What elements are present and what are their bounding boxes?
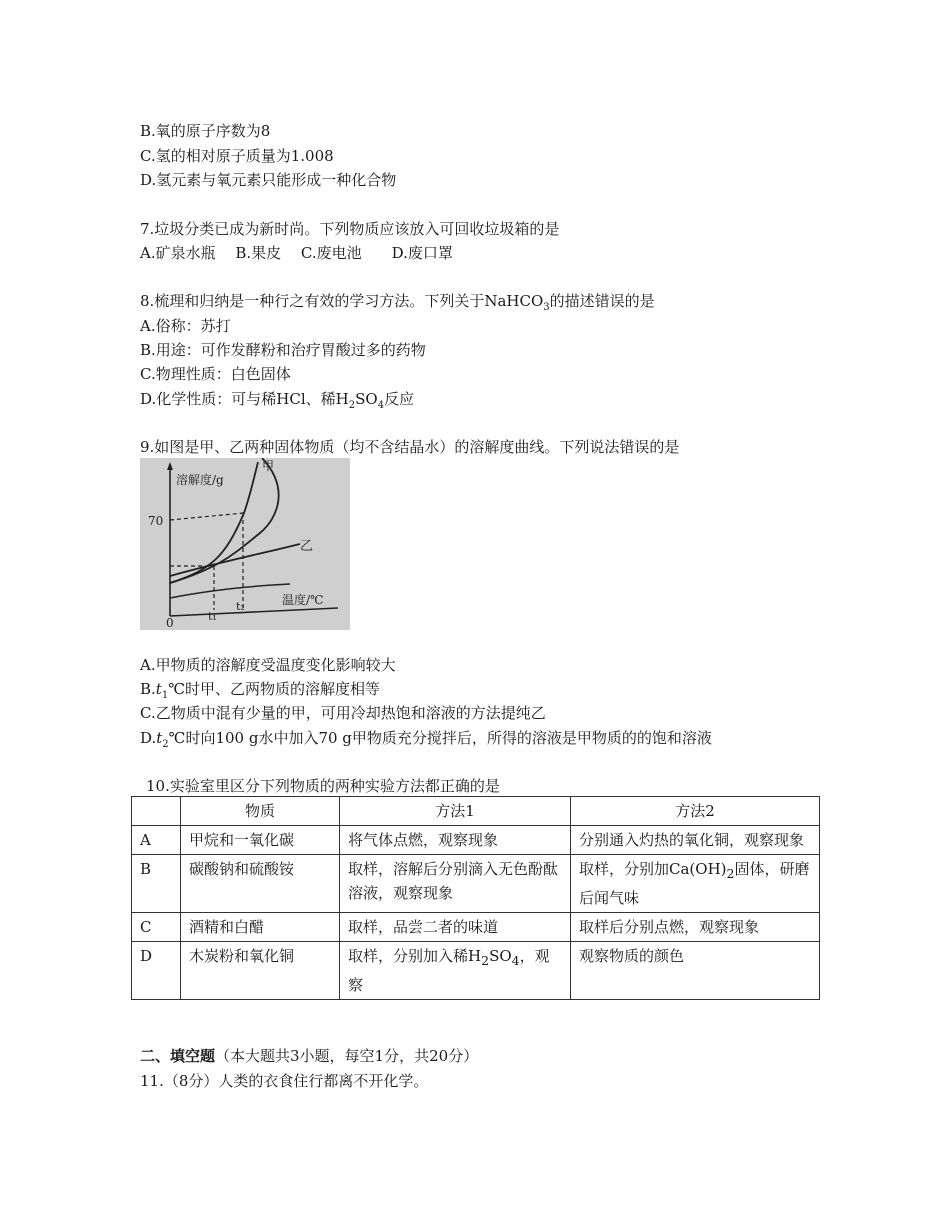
method2-cell: 取样，分别加$Ca(OH)_2$固体，研磨后闻气味 xyxy=(571,855,820,913)
row-label: A xyxy=(132,826,181,855)
q9-option-b: $B.t_1℃$时甲、乙两物质的溶解度相等 xyxy=(140,680,380,701)
tick-t1: t₁ xyxy=(208,610,217,623)
row-label: D xyxy=(132,942,181,1000)
x-axis xyxy=(170,608,338,616)
q7-options: A.矿泉水瓶 B.果皮 C.废电池 D.废口罩 xyxy=(140,244,453,262)
method2-cell: 观察物质的颜色 xyxy=(571,942,820,1000)
section2-heading: 二、填空题（本大题共3小题，每空1分，共20分） xyxy=(140,1047,479,1065)
substance-cell: 木炭粉和氧化铜 xyxy=(181,942,340,1000)
solubility-curve-figure xyxy=(140,458,350,630)
table-header-cell: 方法2 xyxy=(571,797,820,826)
table-header-row xyxy=(132,797,820,826)
method2-cell: 分别通入灼热的氧化铜，观察现象 xyxy=(571,826,820,855)
q6-option-b: B.氧的原子序数为8 xyxy=(140,122,271,140)
q8-stem: 8.梳理和归纳是一种行之有效的学习方法。下列关于NaHCO$_3$的描述错误的是 xyxy=(140,292,655,313)
q11-stem: 11.（8分）人类的衣食住行都离不开化学。 xyxy=(140,1072,429,1090)
row-label: B xyxy=(132,855,181,913)
q9-option-d: $D.t_2℃$时向100 g水中加入70 g甲物质充分搅拌后，所得的溶液是甲物质的的饱和溶液 xyxy=(140,729,712,750)
label-yi: 乙 xyxy=(300,539,314,554)
q8-option-c: C.物理性质：白色固体 xyxy=(140,365,291,383)
lower-curve xyxy=(170,584,290,598)
table-row xyxy=(132,942,820,1000)
q9-option-a: A.甲物质的溶解度受温度变化影响较大 xyxy=(140,656,396,674)
table-row xyxy=(132,855,820,913)
label-jia: 甲 xyxy=(262,459,275,473)
table-header-cell: 方法1 xyxy=(340,797,571,826)
q8-option-d: D.化学性质：可与稀HCl、稀$H_2SO_4$反应 xyxy=(140,390,415,411)
q6-option-d: D.氢元素与氧元素只能形成一种化合物 xyxy=(140,171,397,189)
method1-cell: 取样，分别加入稀$H_2SO_4$，观察 xyxy=(340,942,571,1000)
q9-stem: 9.如图是甲、乙两种固体物质（均不含结晶水）的溶解度曲线。下列说法错误的是 xyxy=(140,438,680,456)
y-axis-arrow-icon xyxy=(167,462,173,470)
table-header-cell: 物质 xyxy=(181,797,340,826)
table-header-cell xyxy=(132,797,181,826)
q7-stem: 7.垃圾分类已成为新时尚。下列物质应该放入可回收垃圾箱的是 xyxy=(140,220,560,238)
row-label: C xyxy=(132,913,181,942)
y-axis-label: 溶解度/g xyxy=(176,473,224,487)
substance-cell: 酒精和白醋 xyxy=(181,913,340,942)
table-row xyxy=(132,826,820,855)
method1-cell: 取样，溶解后分别滴入无色酚酞溶液，观察现象 xyxy=(340,855,571,913)
q10-stem: 10.实验室里区分下列物质的两种实验方法都正确的是 xyxy=(146,777,500,795)
origin-label: 0 xyxy=(166,616,174,630)
q10-methods-table xyxy=(131,796,820,1000)
q8-option-b: B.用途：可作发酵粉和治疗胃酸过多的药物 xyxy=(140,341,426,359)
curve-yi xyxy=(170,544,300,576)
tick-t2: t₂ xyxy=(236,600,245,613)
method2-cell: 取样后分别点燃，观察现象 xyxy=(571,913,820,942)
x-axis-label: 温度/℃ xyxy=(282,593,324,607)
q9-option-c: C.乙物质中混有少量的甲，可用冷却热饱和溶液的方法提纯乙 xyxy=(140,704,546,722)
table-row xyxy=(132,913,820,942)
method1-cell: 取样，品尝二者的味道 xyxy=(340,913,571,942)
substance-cell: 碳酸钠和硫酸铵 xyxy=(181,855,340,913)
q8-option-a: A.俗称：苏打 xyxy=(140,317,231,335)
tick-70: 70 xyxy=(148,514,164,528)
dash-70-horizontal xyxy=(170,513,244,520)
q6-option-c: C.氢的相对原子质量为1.008 xyxy=(140,147,334,165)
method1-cell: 将气体点燃，观察现象 xyxy=(340,826,571,855)
substance-cell: 甲烷和一氧化碳 xyxy=(181,826,340,855)
